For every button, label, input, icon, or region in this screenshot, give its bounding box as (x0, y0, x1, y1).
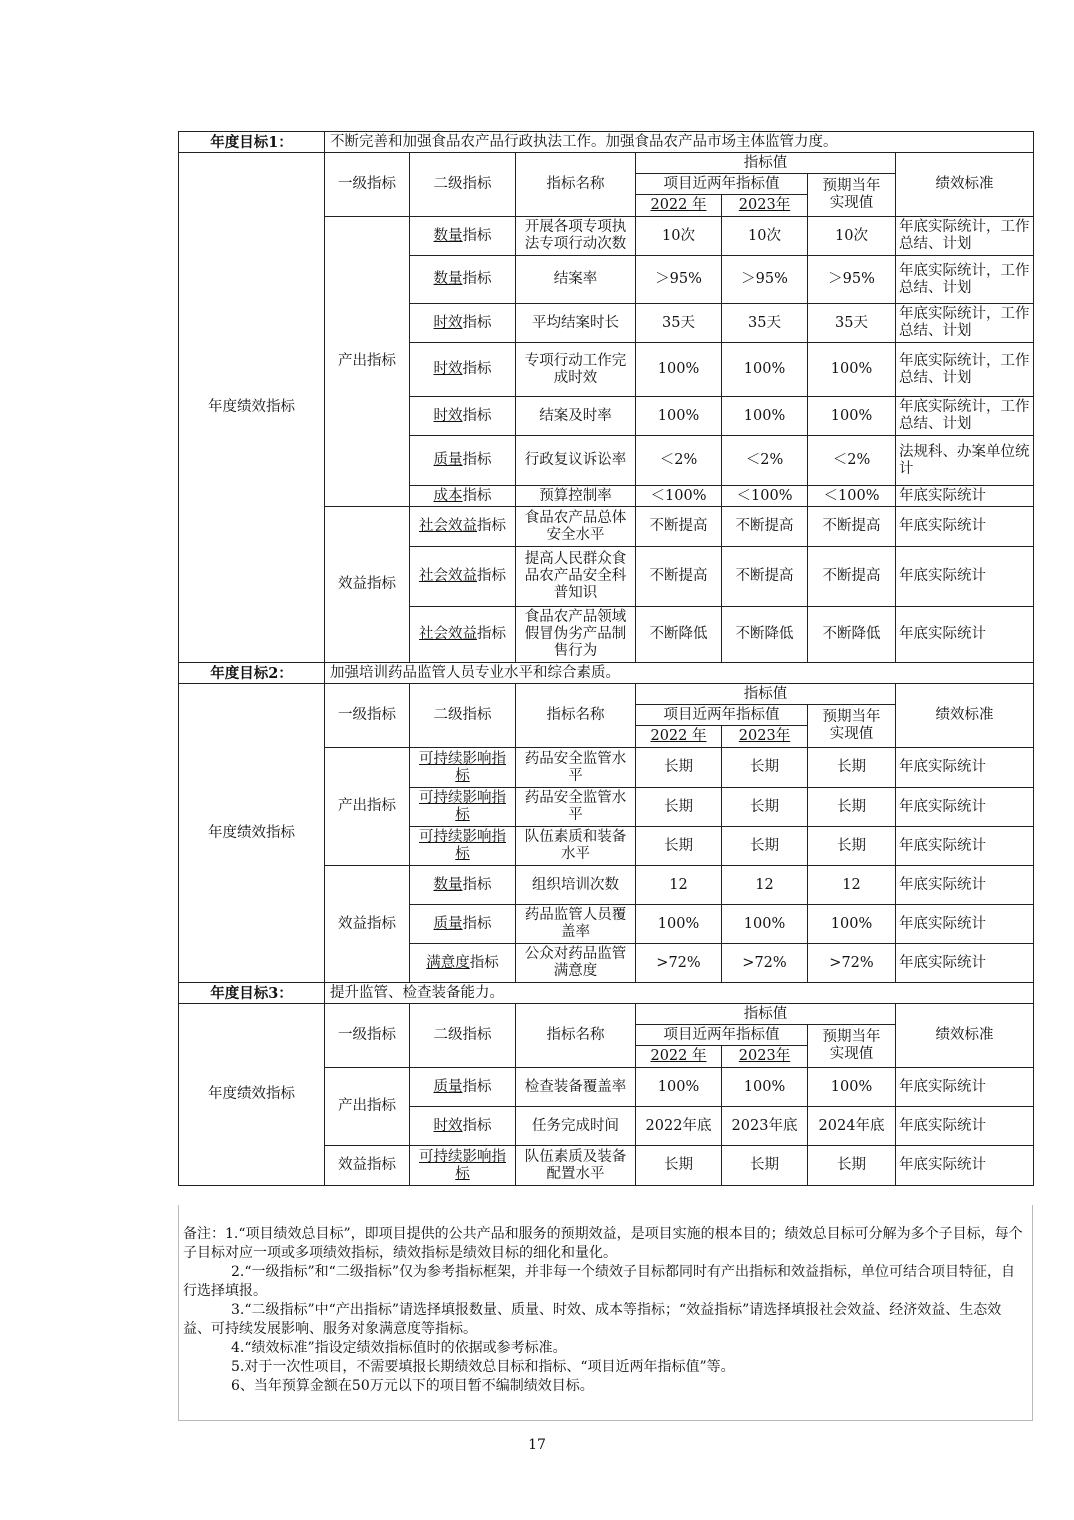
level2-category-underlined: 时效 (433, 314, 463, 331)
value-expected: 长期 (808, 827, 896, 866)
level1-label: 效益指标 (325, 507, 410, 663)
performance-standard: 年底实际统计 (896, 788, 1034, 827)
note-line: 3.“二级指标”中“产出指标”请选择填报数量、质量、时效、成本等指标；“效益指标”请选择填报社会效益、经济效益、生态效益、可持续发展影响、服务对象满意度等指标。 (183, 1302, 1002, 1337)
header-year-2023-text: 2023年 (738, 728, 791, 744)
value-expected: 不断提高 (808, 507, 896, 547)
value-expected: ＜2% (808, 436, 896, 486)
value-2023: >72% (722, 944, 808, 983)
level2-category-suffix: 指标 (462, 227, 492, 244)
header-level1: 一级指标 (325, 153, 410, 217)
performance-standard: 年底实际统计 (896, 507, 1034, 547)
level2-category (410, 436, 516, 486)
level2-category (410, 748, 516, 788)
header-year-2022-text: 2022 年 (650, 728, 707, 744)
goal-row (179, 132, 1034, 153)
level2-category-suffix: 指标 (462, 314, 492, 331)
note-line: 5.对于一次性项目，不需要填报长期绩效总目标和指标、“项目近两年指标值”等。 (231, 1359, 735, 1375)
value-expected: 长期 (808, 748, 896, 788)
header-name: 指标名称 (516, 684, 636, 748)
level2-category-suffix: 指标 (462, 915, 492, 932)
header-recent: 项目近两年指标值 (636, 174, 808, 195)
value-expected: 10次 (808, 217, 896, 256)
header-level2: 二级指标 (410, 1004, 516, 1068)
value-2022: >72% (636, 944, 722, 983)
goal-text: 加强培训药品监管人员专业水平和综合素质。 (325, 663, 1034, 684)
goal-text: 不断完善和加强食品农产品行政执法工作。加强食品农产品市场主体监管力度。 (325, 132, 1034, 153)
header-name: 指标名称 (516, 1004, 636, 1068)
header-year-2022-text: 2022 年 (650, 1048, 707, 1064)
value-2022: 不断降低 (636, 607, 722, 663)
level2-category (410, 547, 516, 607)
level1-label: 产出指标 (325, 217, 410, 507)
value-2022: 12 (636, 866, 722, 905)
level2-category-underlined: 时效 (433, 1117, 463, 1134)
level1-label: 产出指标 (325, 748, 410, 866)
value-2022: 100% (636, 397, 722, 436)
performance-standard: 年底实际统计 (896, 486, 1034, 507)
indicator-name: 预算控制率 (516, 486, 636, 507)
indicator-name: 结案率 (516, 256, 636, 304)
level2-category-suffix: 指标 (455, 829, 506, 862)
level2-category-underlined: 成本 (433, 487, 463, 504)
performance-standard: 年底实际统计 (896, 1068, 1034, 1107)
goal-row (179, 663, 1034, 684)
level2-category-underlined: 时效 (433, 407, 463, 424)
header-year-2022 (636, 1046, 722, 1068)
header-value: 指标值 (636, 684, 896, 705)
value-expected: 长期 (808, 788, 896, 827)
value-2022: 100% (636, 905, 722, 944)
indicator-name: 组织培训次数 (516, 866, 636, 905)
indicator-name: 检查装备覆盖率 (516, 1068, 636, 1107)
value-2023: 长期 (722, 748, 808, 788)
level2-category-suffix: 指标 (462, 361, 492, 377)
level2-category-underlined: 时效 (433, 361, 463, 377)
performance-standard: 年底实际统计 (896, 1146, 1034, 1186)
value-2022: 35天 (636, 304, 722, 343)
header-standard: 绩效标准 (896, 684, 1034, 748)
level2-category-underlined: 数量 (433, 271, 463, 287)
value-2023: 100% (722, 397, 808, 436)
indicator-name: 提高人民群众食品农产品安全科普知识 (516, 547, 636, 607)
level2-category (410, 304, 516, 343)
level2-category-suffix: 指标 (462, 271, 492, 287)
value-2023: ＜2% (722, 436, 808, 486)
level2-category (410, 905, 516, 944)
performance-standard: 年底实际统计 (896, 827, 1034, 866)
value-2023: 100% (722, 1068, 808, 1107)
level2-category-suffix: 指标 (477, 626, 506, 642)
performance-standard: 年底实际统计，工作总结、计划 (896, 304, 1034, 343)
indicator-name: 食品农产品领域假冒伪劣产品制售行为 (516, 607, 636, 663)
value-2022: 10次 (636, 217, 722, 256)
value-2022: ＜2% (636, 436, 722, 486)
section-label: 年度绩效指标 (179, 1004, 325, 1186)
indicator-name: 药品监管人员覆盖率 (516, 905, 636, 944)
level2-category (410, 1146, 516, 1186)
performance-standard: 年底实际统计 (896, 905, 1034, 944)
level1-label: 效益指标 (325, 1146, 410, 1186)
level2-category-underlined: 可持续影响 (419, 790, 492, 806)
value-expected: 12 (808, 866, 896, 905)
level2-category-underlined: 可持续影响 (419, 1148, 492, 1165)
level2-category (410, 866, 516, 905)
header-value: 指标值 (636, 1004, 896, 1025)
header-value: 指标值 (636, 153, 896, 174)
header-row (179, 1004, 1034, 1025)
level2-category-underlined: 社会效益 (419, 518, 477, 534)
notes-box (178, 1205, 1033, 1421)
level2-category (410, 607, 516, 663)
header-year-2022 (636, 726, 722, 748)
value-2023: 2023年底 (722, 1107, 808, 1146)
value-2023: 长期 (722, 788, 808, 827)
indicator-name: 专项行动工作完成时效 (516, 343, 636, 397)
value-2022: 不断提高 (636, 507, 722, 547)
level2-category-underlined: 可持续影响 (419, 750, 492, 767)
note-line: 4.“绩效标准”指设定绩效指标值时的依据或参考标准。 (231, 1340, 567, 1356)
level2-category (410, 507, 516, 547)
level2-category (410, 1107, 516, 1146)
header-year-2023 (722, 195, 808, 217)
header-name: 指标名称 (516, 153, 636, 217)
performance-standard: 年底实际统计 (896, 866, 1034, 905)
level2-category (410, 343, 516, 397)
header-expected: 预期当年实现值 (808, 174, 896, 217)
header-level1: 一级指标 (325, 684, 410, 748)
level2-category-underlined: 社会效益 (419, 626, 477, 642)
level2-category (410, 944, 516, 983)
page-number: 17 (528, 1437, 546, 1453)
value-2022: 不断提高 (636, 547, 722, 607)
indicator-name: 药品安全监管水平 (516, 788, 636, 827)
level2-category-suffix: 指标 (477, 568, 506, 584)
performance-standard: 年底实际统计，工作总结、计划 (896, 217, 1034, 256)
performance-standard: 年底实际统计，工作总结、计划 (896, 256, 1034, 304)
value-expected: >72% (808, 944, 896, 983)
level1-label: 效益指标 (325, 866, 410, 983)
value-2022: ＜100% (636, 486, 722, 507)
level2-category (410, 827, 516, 866)
value-2023: 不断降低 (722, 607, 808, 663)
header-year-2023-text: 2023年 (738, 1048, 791, 1064)
value-2022: ＞95% (636, 256, 722, 304)
level2-category (410, 256, 516, 304)
performance-standard: 法规科、办案单位统计 (896, 436, 1034, 486)
goal-label: 年度目标1： (179, 132, 325, 153)
indicator-name: 食品农产品总体安全水平 (516, 507, 636, 547)
value-2022: 长期 (636, 748, 722, 788)
level2-category-suffix: 指标 (462, 1078, 492, 1095)
indicator-name: 结案及时率 (516, 397, 636, 436)
header-row (179, 684, 1034, 705)
indicator-name: 行政复议诉讼率 (516, 436, 636, 486)
level2-category-suffix: 指标 (462, 452, 492, 468)
header-level2: 二级指标 (410, 684, 516, 748)
level2-category-suffix: 指标 (469, 954, 499, 971)
value-2023: 100% (722, 905, 808, 944)
value-2023: 不断提高 (722, 547, 808, 607)
section-label: 年度绩效指标 (179, 153, 325, 663)
value-2023: 长期 (722, 827, 808, 866)
indicator-name: 队伍素质和装备水平 (516, 827, 636, 866)
level2-category-underlined: 社会效益 (419, 568, 477, 584)
header-expected: 预期当年实现值 (808, 1025, 896, 1068)
header-expected: 预期当年实现值 (808, 705, 896, 748)
note-line: 6、当年预算金额在50万元以下的项目暂不编制绩效目标。 (231, 1378, 594, 1394)
value-2022: 长期 (636, 1146, 722, 1186)
performance-standard: 年底实际统计 (896, 748, 1034, 788)
header-year-2023 (722, 726, 808, 748)
indicator-name: 公众对药品监管满意度 (516, 944, 636, 983)
header-recent: 项目近两年指标值 (636, 705, 808, 726)
value-2023: 不断提高 (722, 507, 808, 547)
level2-category (410, 486, 516, 507)
indicator-name: 平均结案时长 (516, 304, 636, 343)
performance-standard: 年底实际统计 (896, 547, 1034, 607)
level2-category-suffix: 指标 (477, 518, 506, 534)
level2-category-suffix: 指标 (455, 750, 506, 784)
level2-category-underlined: 满意度 (426, 954, 470, 971)
header-year-2022-text: 2022 年 (650, 197, 707, 213)
value-expected: 35天 (808, 304, 896, 343)
performance-table (178, 131, 1034, 1186)
value-2023: 35天 (722, 304, 808, 343)
note-line: 备注：1.“项目绩效总目标”，即项目提供的公共产品和服务的预期效益，是项目实施的根本目的；绩效总目标可分解为多个子目标，每个子目标对应一项或多项绩效指标，绩效指标是绩效目标的细化和量化。 (183, 1226, 1023, 1261)
value-2023: ＞95% (722, 256, 808, 304)
value-2023: 长期 (722, 1146, 808, 1186)
level1-label: 产出指标 (325, 1068, 410, 1146)
value-2023: 12 (722, 866, 808, 905)
section-label: 年度绩效指标 (179, 684, 325, 983)
indicator-name: 开展各项专项执法专项行动次数 (516, 217, 636, 256)
note-line: 2.“一级指标”和“二级指标”仅为参考指标框架，并非每一个绩效子目标都同时有产出指标和效益指标，单位可结合项目特征，自行选择填报。 (183, 1264, 1015, 1299)
value-2022: 100% (636, 1068, 722, 1107)
goal-text: 提升监管、检查装备能力。 (325, 983, 1034, 1004)
header-standard: 绩效标准 (896, 153, 1034, 217)
performance-standard: 年底实际统计 (896, 1107, 1034, 1146)
value-expected: 不断提高 (808, 547, 896, 607)
level2-category-suffix: 指标 (462, 876, 492, 893)
header-standard: 绩效标准 (896, 1004, 1034, 1068)
header-year-2022 (636, 195, 722, 217)
level2-category (410, 397, 516, 436)
value-expected: ＜100% (808, 486, 896, 507)
header-recent: 项目近两年指标值 (636, 1025, 808, 1046)
level2-category-underlined: 质量 (433, 1078, 463, 1095)
goal-label: 年度目标3： (179, 983, 325, 1004)
value-expected: 长期 (808, 1146, 896, 1186)
performance-standard: 年底实际统计 (896, 944, 1034, 983)
header-level2: 二级指标 (410, 153, 516, 217)
level2-category-suffix: 指标 (455, 1148, 506, 1182)
performance-standard: 年底实际统计 (896, 607, 1034, 663)
value-2022: 长期 (636, 788, 722, 827)
level2-category (410, 217, 516, 256)
value-2022: 100% (636, 343, 722, 397)
indicator-name: 任务完成时间 (516, 1107, 636, 1146)
value-2023: 10次 (722, 217, 808, 256)
level2-category-underlined: 数量 (433, 227, 463, 244)
goal-row (179, 983, 1034, 1004)
level2-category-suffix: 指标 (455, 790, 506, 823)
header-year-2023 (722, 1046, 808, 1068)
level2-category-suffix: 指标 (462, 407, 492, 424)
performance-standard: 年底实际统计，工作总结、计划 (896, 397, 1034, 436)
indicator-name: 队伍素质及装备配置水平 (516, 1146, 636, 1186)
indicator-name: 药品安全监管水平 (516, 748, 636, 788)
level2-category-underlined: 质量 (433, 915, 463, 932)
value-expected: 100% (808, 343, 896, 397)
level2-category-underlined: 可持续影响 (419, 829, 492, 845)
value-2023: ＜100% (722, 486, 808, 507)
level2-category-suffix: 指标 (462, 487, 492, 504)
level2-category-suffix: 指标 (462, 1117, 492, 1134)
value-expected: 100% (808, 1068, 896, 1107)
level2-category (410, 788, 516, 827)
goal-label: 年度目标2： (179, 663, 325, 684)
value-expected: 不断降低 (808, 607, 896, 663)
level2-category-underlined: 质量 (433, 452, 463, 468)
value-expected: 2024年底 (808, 1107, 896, 1146)
level2-category (410, 1068, 516, 1107)
performance-standard: 年底实际统计，工作总结、计划 (896, 343, 1034, 397)
level2-category-underlined: 数量 (433, 876, 463, 893)
value-expected: 100% (808, 905, 896, 944)
header-row (179, 153, 1034, 174)
value-2022: 长期 (636, 827, 722, 866)
value-expected: 100% (808, 397, 896, 436)
header-year-2023-text: 2023年 (738, 197, 791, 213)
value-expected: ＞95% (808, 256, 896, 304)
value-2022: 2022年底 (636, 1107, 722, 1146)
header-level1: 一级指标 (325, 1004, 410, 1068)
value-2023: 100% (722, 343, 808, 397)
